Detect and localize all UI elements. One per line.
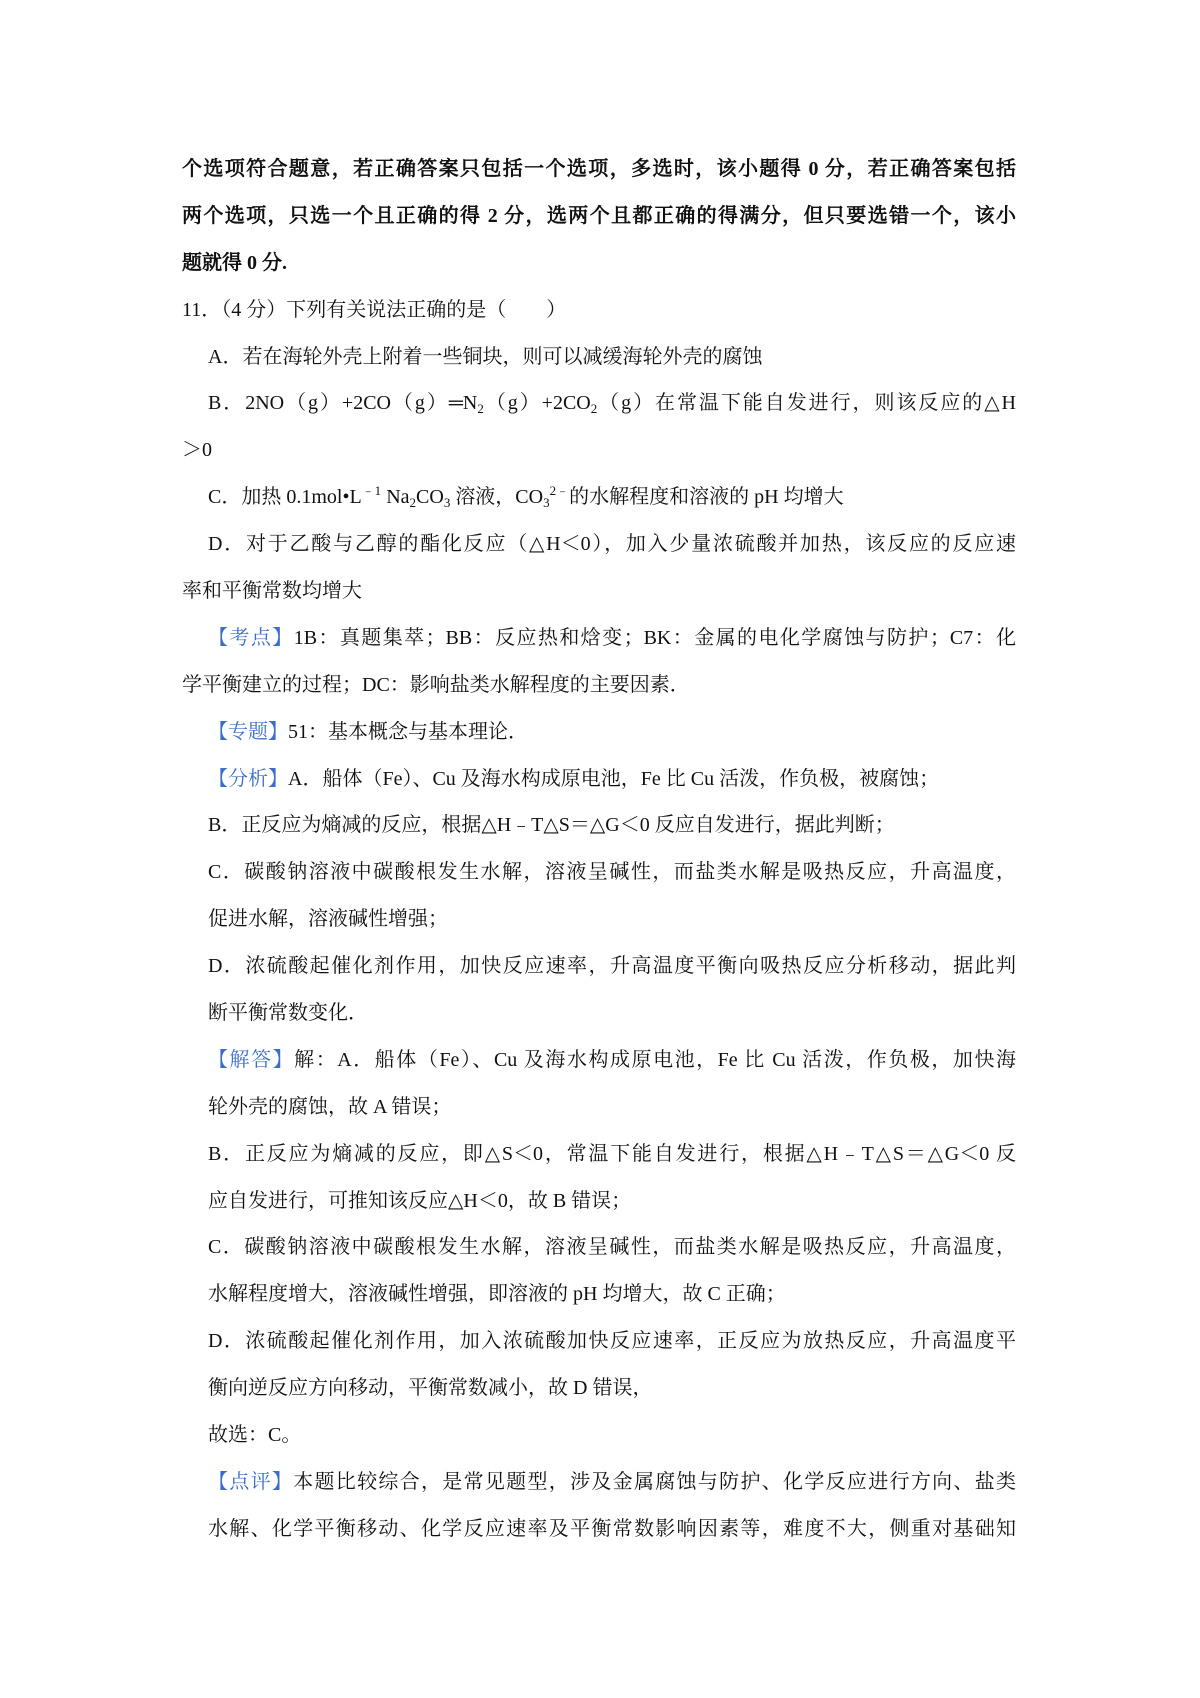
- dianping-line-2: [208, 1506, 1016, 1553]
- dianping-text: 本题比较综合，是常见题型，涉及金属腐蚀与防护、化学反应进行方向、盐类: [293, 1470, 1016, 1493]
- jieda-text: 解：A．船体（Fe）、Cu 及海水构成原电池，Fe 比 Cu 活泼，作负极，加快海: [294, 1048, 1016, 1071]
- jieda-label: 【解答】: [208, 1048, 295, 1071]
- jieda-text: 水解程度增大，溶液碱性增强，即溶液的 pH 均增大，故 C 正确；: [208, 1283, 786, 1306]
- jieda-line-7: [208, 1318, 1016, 1365]
- jieda-line-3: [208, 1131, 1016, 1178]
- jieda-answer: [208, 1412, 1016, 1459]
- kaodian-text: 学平衡建立的过程；DC：影响盐类水解程度的主要因素．: [182, 673, 690, 696]
- option-c-text: Na: [381, 486, 410, 509]
- zhuanti-label: 【专题】: [208, 720, 288, 743]
- option-b: [208, 380, 1016, 427]
- option-c-text: 的水解程度和溶液的 pH 均增大: [569, 486, 844, 509]
- option-c-text: CO: [416, 486, 444, 509]
- instructions-line-3: [182, 240, 1016, 287]
- superscript: ﹣1: [361, 483, 382, 499]
- option-d-text: D．对于乙酸与乙醇的酯化反应（△H＜0），加入少量浓硫酸并加热，该反应的反应速: [208, 533, 1016, 556]
- zhuanti-line: [208, 709, 1016, 756]
- jieda-text: B．正反应为熵减的反应，即△S＜0，常温下能自发进行，根据△H﹣T△S＝△G＜0 反: [208, 1142, 1016, 1165]
- jieda-text: C．碳酸钠溶液中碳酸根发生水解，溶液呈碱性，而盐类水解是吸热反应，升高温度，: [208, 1236, 1016, 1259]
- jieda-text: 故选：C。: [208, 1424, 302, 1447]
- fenxi-text: B．正反应为熵减的反应，根据△H﹣T△S＝△G＜0 反应自发进行，据此判断；: [208, 814, 895, 837]
- dianping-label: 【点评】: [208, 1470, 294, 1493]
- instructions-line-1: [182, 146, 1016, 193]
- option-a-text: A．若在海轮外壳上附着一些铜块，则可以减缓海轮外壳的腐蚀: [208, 345, 763, 368]
- fenxi-label: 【分析】: [208, 767, 288, 790]
- option-b-text: （g）+2CO: [483, 392, 591, 415]
- option-d-continuation: [182, 568, 1016, 615]
- jieda-line-1: [208, 1037, 1016, 1084]
- kaodian-text: 1B：真题集萃；BB：反应热和焓变；BK：金属的电化学腐蚀与防护；C7：化: [293, 626, 1016, 649]
- question-stem: [182, 287, 1016, 334]
- option-b-text: ＞0: [182, 439, 212, 462]
- jieda-line-5: [208, 1224, 1016, 1271]
- option-c-text: C．加热 0.1mol•L: [208, 486, 362, 509]
- option-a: [208, 334, 1016, 381]
- fenxi-line-4: [208, 896, 1016, 943]
- jieda-text: 衡向逆反应方向移动，平衡常数减小，故 D 错误，: [208, 1377, 653, 1400]
- fenxi-text: 促进水解，溶液碱性增强；: [208, 908, 448, 931]
- instructions-line-2: [182, 193, 1016, 240]
- kaodian-label: 【考点】: [208, 626, 294, 649]
- kaodian-line-1: [208, 615, 1016, 662]
- instructions-text: 两个选项，只选一个且正确的得 2 分，选两个且都正确的得满分，但只要选错一个，该小: [182, 204, 1016, 227]
- kaodian-line-2: [182, 662, 1016, 709]
- superscript: 2﹣: [549, 483, 570, 499]
- subscript: 3: [543, 495, 550, 511]
- subscript: 2: [590, 401, 598, 417]
- jieda-text: 应自发进行，可推知该反应△H＜0，故 B 错误；: [208, 1189, 632, 1212]
- subscript: 2: [477, 401, 484, 417]
- fenxi-text: 断平衡常数变化．: [208, 1002, 368, 1025]
- jieda-text: 轮外壳的腐蚀，故 A 错误；: [208, 1095, 452, 1118]
- fenxi-line-1: [208, 756, 1016, 803]
- zhuanti-text: 51：基本概念与基本理论．: [288, 720, 528, 743]
- dianping-text: 水解、化学平衡移动、化学反应速率及平衡常数影响因素等，难度不大，侧重对基础知: [208, 1517, 1016, 1540]
- fenxi-text: C．碳酸钠溶液中碳酸根发生水解，溶液呈碱性，而盐类水解是吸热反应，升高温度，: [208, 861, 1016, 884]
- jieda-line-4: [208, 1178, 1016, 1225]
- jieda-line-2: [208, 1084, 1016, 1131]
- option-b-text: B．2NO（g）+2CO（g）═N: [208, 392, 478, 415]
- dianping-line-1: [208, 1459, 1016, 1506]
- fenxi-line-5: [208, 943, 1016, 990]
- jieda-line-6: [208, 1271, 1016, 1318]
- subscript: 3: [443, 495, 451, 511]
- document-body: [0, 146, 1200, 1553]
- option-d-text: 率和平衡常数均增大: [182, 580, 362, 603]
- fenxi-line-2: [208, 802, 1016, 849]
- option-b-continuation: [182, 427, 1016, 474]
- option-b-text: （g）在常温下能自发进行，则该反应的△H: [597, 392, 1016, 415]
- instructions-text: 个选项符合题意，若正确答案只包括一个选项，多选时，该小题得 0 分，若正确答案包括: [182, 158, 1016, 180]
- option-d: [208, 521, 1016, 568]
- option-c-text: 溶液，CO: [450, 486, 544, 509]
- instructions-text: 题就得 0 分.: [182, 251, 287, 274]
- fenxi-text: D．浓硫酸起催化剂作用，加快反应速率，升高温度平衡向吸热反应分析移动，据此判: [208, 955, 1016, 978]
- jieda-line-8: [208, 1365, 1016, 1412]
- fenxi-line-3: [208, 849, 1016, 896]
- question-stem-text: 11．（4 分）下列有关说法正确的是（ ）: [182, 298, 567, 321]
- fenxi-line-6: [208, 990, 1016, 1037]
- jieda-text: D．浓硫酸起催化剂作用，加入浓硫酸加快反应速率，正反应为放热反应，升高温度平: [208, 1330, 1016, 1353]
- subscript: 2: [409, 495, 417, 511]
- option-c: [208, 474, 1016, 521]
- fenxi-text: A．船体（Fe）、Cu 及海水构成原电池，Fe 比 Cu 活泼，作负极，被腐蚀；: [288, 767, 940, 790]
